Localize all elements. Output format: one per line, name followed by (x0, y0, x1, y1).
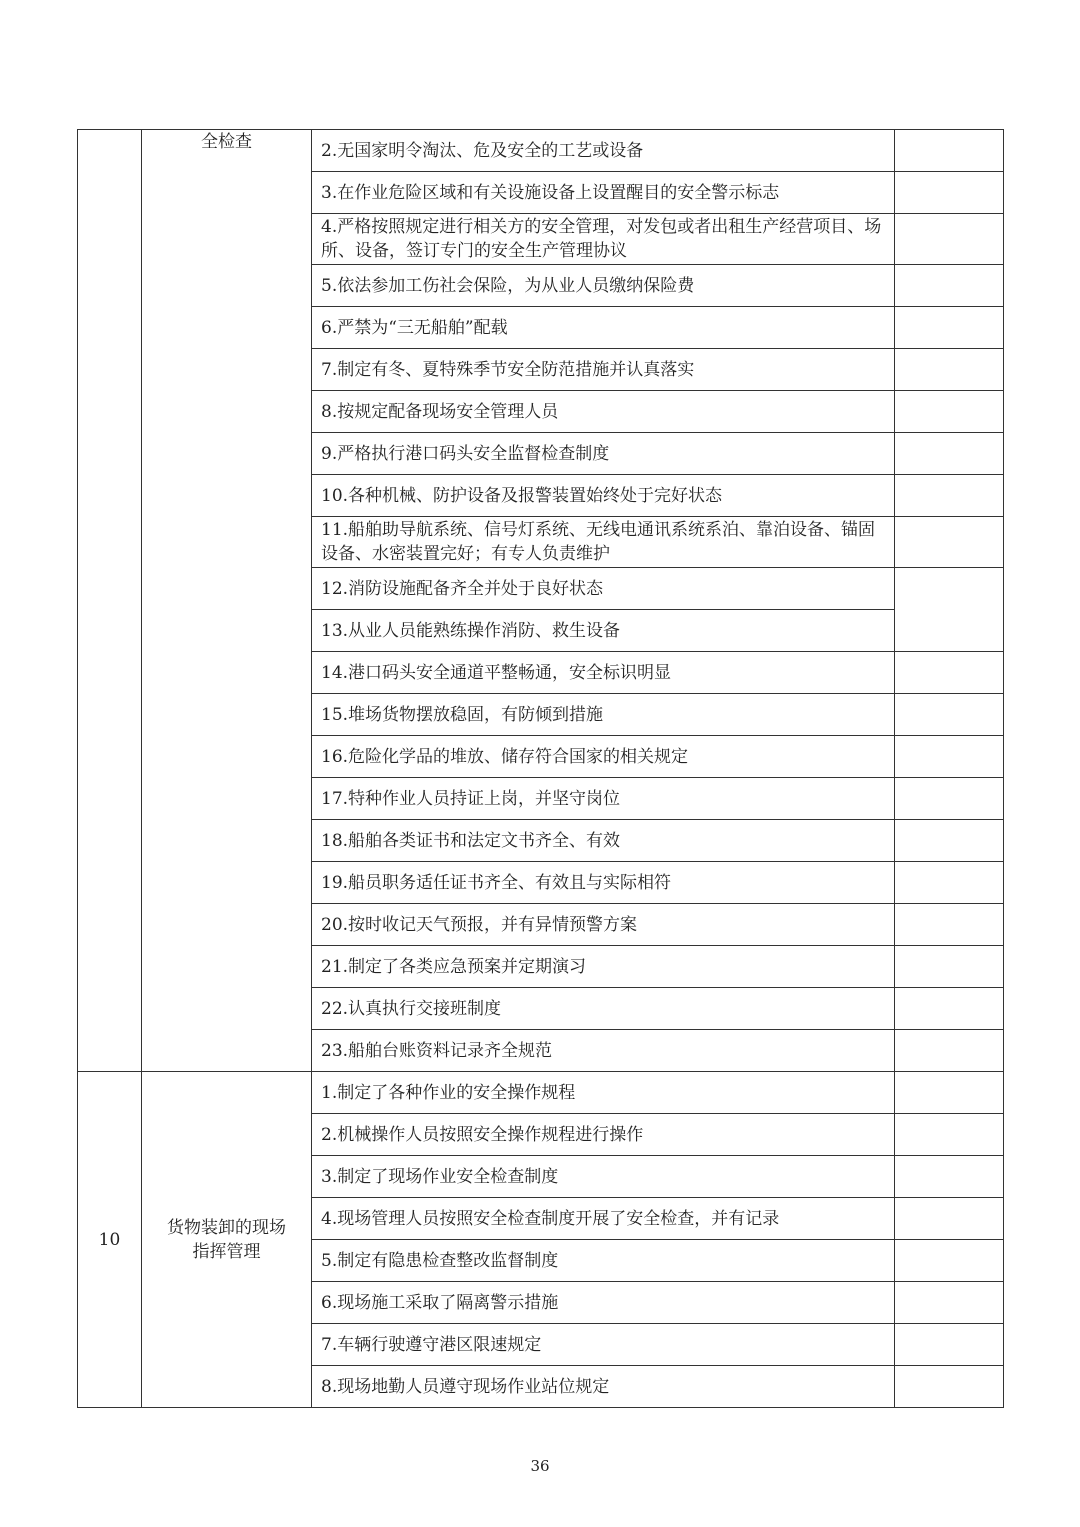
check-item: 23.船舶台账资料记录齐全规范 (312, 1030, 895, 1072)
result-cell[interactable] (895, 820, 1004, 862)
result-cell[interactable] (895, 1282, 1004, 1324)
check-item: 6.现场施工采取了隔离警示措施 (312, 1282, 895, 1324)
result-cell[interactable] (895, 988, 1004, 1030)
result-cell[interactable] (895, 1366, 1004, 1408)
check-item: 7.车辆行驶遵守港区限速规定 (312, 1324, 895, 1366)
row-number-cell (78, 130, 142, 1072)
category-line: 指挥管理 (192, 1241, 261, 1262)
result-cell[interactable] (895, 517, 1004, 568)
check-item: 4.严格按照规定进行相关方的安全管理，对发包或者出租生产经营项目、场所、设备，签订专门的安全生产管理协议 (312, 214, 895, 265)
result-cell[interactable] (895, 1156, 1004, 1198)
check-item: 6.严禁为“三无船舶”配载 (312, 307, 895, 349)
result-cell[interactable] (895, 172, 1004, 214)
row-number-cell: 10 (78, 1072, 142, 1408)
result-cell[interactable] (895, 265, 1004, 307)
result-cell[interactable] (895, 349, 1004, 391)
check-item: 16.危险化学品的堆放、储存符合国家的相关规定 (312, 736, 895, 778)
check-item: 2.无国家明令淘汰、危及安全的工艺或设备 (312, 130, 895, 172)
check-item: 8.按规定配备现场安全管理人员 (312, 391, 895, 433)
check-item: 19.船员职务适任证书齐全、有效且与实际相符 (312, 862, 895, 904)
check-item: 14.港口码头安全通道平整畅通，安全标识明显 (312, 652, 895, 694)
result-cell[interactable] (895, 214, 1004, 265)
check-item: 8.现场地勤人员遵守现场作业站位规定 (312, 1366, 895, 1408)
check-item: 22.认真执行交接班制度 (312, 988, 895, 1030)
check-item: 7.制定有冬、夏特殊季节安全防范措施并认真落实 (312, 349, 895, 391)
check-item: 12.消防设施配备齐全并处于良好状态 (312, 568, 895, 610)
check-item: 21.制定了各类应急预案并定期演习 (312, 946, 895, 988)
result-cell[interactable] (895, 862, 1004, 904)
result-cell[interactable] (895, 904, 1004, 946)
category-cell: 全检查 (142, 130, 312, 1072)
check-item: 3.在作业危险区域和有关设施设备上设置醒目的安全警示标志 (312, 172, 895, 214)
result-cell[interactable] (895, 130, 1004, 172)
result-cell[interactable] (895, 391, 1004, 433)
check-item: 20.按时收记天气预报，并有异情预警方案 (312, 904, 895, 946)
check-item: 17.特种作业人员持证上岗，并坚守岗位 (312, 778, 895, 820)
check-item: 4.现场管理人员按照安全检查制度开展了安全检查，并有记录 (312, 1198, 895, 1240)
check-item: 13.从业人员能熟练操作消防、救生设备 (312, 610, 895, 652)
check-item: 5.制定有隐患检查整改监督制度 (312, 1240, 895, 1282)
table-row (78, 130, 1004, 172)
result-cell[interactable] (895, 307, 1004, 349)
result-cell[interactable] (895, 946, 1004, 988)
result-cell[interactable] (895, 694, 1004, 736)
check-item: 2.机械操作人员按照安全操作规程进行操作 (312, 1114, 895, 1156)
result-cell[interactable] (895, 475, 1004, 517)
result-cell[interactable] (895, 568, 1004, 652)
page-number: 36 (530, 1457, 550, 1475)
check-item: 10.各种机械、防护设备及报警装置始终处于完好状态 (312, 475, 895, 517)
check-item: 3.制定了现场作业安全检查制度 (312, 1156, 895, 1198)
result-cell[interactable] (895, 1030, 1004, 1072)
category-cell (142, 1072, 312, 1408)
check-item: 1.制定了各种作业的安全操作规程 (312, 1072, 895, 1114)
check-item: 15.堆场货物摆放稳固，有防倾到措施 (312, 694, 895, 736)
check-item: 11.船舶助导航系统、信号灯系统、无线电通讯系统系泊、靠泊设备、锚固设备、水密装置完好；有专人负责维护 (312, 517, 895, 568)
category-line: 货物装卸的现场 (167, 1217, 286, 1238)
table-row (78, 1072, 1004, 1114)
result-cell[interactable] (895, 736, 1004, 778)
checklist-table (77, 129, 1004, 1408)
result-cell[interactable] (895, 1240, 1004, 1282)
check-item: 18.船舶各类证书和法定文书齐全、有效 (312, 820, 895, 862)
result-cell[interactable] (895, 1114, 1004, 1156)
result-cell[interactable] (895, 652, 1004, 694)
result-cell[interactable] (895, 433, 1004, 475)
result-cell[interactable] (895, 778, 1004, 820)
check-item: 9.严格执行港口码头安全监督检查制度 (312, 433, 895, 475)
check-item: 5.依法参加工伤社会保险，为从业人员缴纳保险费 (312, 265, 895, 307)
result-cell[interactable] (895, 1198, 1004, 1240)
result-cell[interactable] (895, 1072, 1004, 1114)
result-cell[interactable] (895, 1324, 1004, 1366)
